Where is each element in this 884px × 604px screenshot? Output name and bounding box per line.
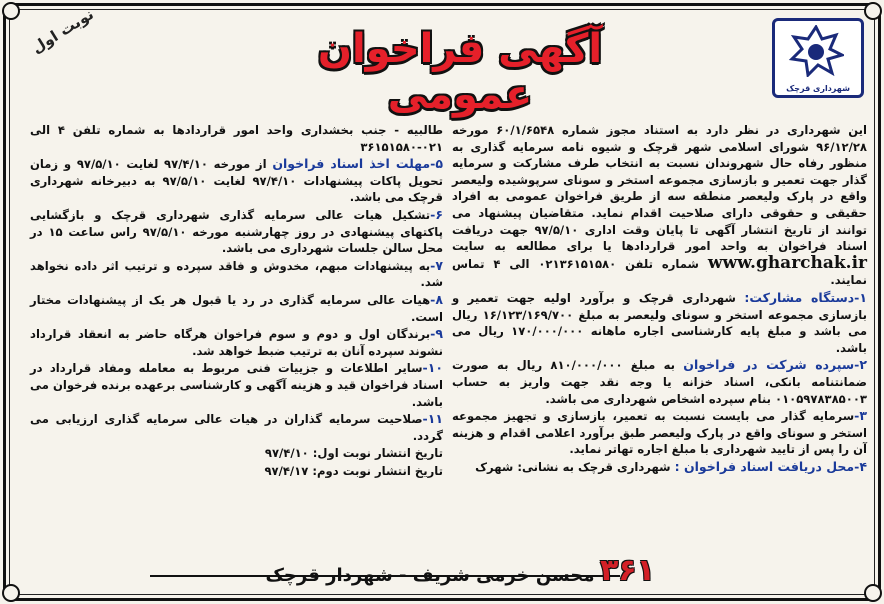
clause-6 [30, 207, 443, 257]
clause-body: شهرداری قرچک به نشانی: شهرک [475, 459, 671, 474]
clause-1 [452, 290, 867, 356]
clause-9 [30, 326, 443, 359]
logo-caption: شهرداری قرچک [786, 84, 850, 93]
clause-body: هیات عالی سرمایه گذاری در رد یا قبول هر یک از پیشنهادات مختار است. [30, 292, 443, 324]
clause-7 [30, 258, 443, 291]
clause-heading: ۹- [430, 326, 443, 342]
notice-number: ۳۶۱ [600, 553, 655, 588]
intro-tail: شماره تلفن ۰۲۱۳۶۱۵۱۵۸۰ الی ۴ تماس نمایند. [452, 256, 867, 288]
clause-body: به پیشنهادات مبهم، مخدوش و فاقد سپرده و ترتیب اثر داده نخواهد شد. [30, 258, 443, 290]
corner-ornament [864, 2, 882, 20]
clause-heading: ۲-سپرده شرکت در فراخوان [683, 357, 868, 373]
publish-date-first: تاریخ انتشار نوبت اول: ۹۷/۴/۱۰ [264, 446, 443, 461]
clause-2 [452, 357, 867, 407]
clause-heading: ۱-دستگاه مشارکت: [744, 289, 867, 305]
intro-paragraph [452, 122, 867, 289]
clause-body: شهرداری قرچک و برآورد اولیه جهت تعمیر و بازسازی مجموعه استخر و سونای ولیعصر به مبلغ ۱۶/۱۲۳/۱۶۹/۷۰۰ ریال می باشد و مبلغ پایه کارشناسی اجاره ماهانه ۱۷۰/۰۰۰/۰۰۰ ریال می باشد. [452, 290, 867, 355]
clause-body: تشکیل هیات عالی سرمایه گذاری شهرداری قرچک و بازگشایی پاکتهای پیشنهادی در روز چهارشنبه مورخه ۹۷/۵/۱۰ راس ساعت ۱۵ در محل سالن جلسات شهرداری می باشد. [30, 207, 443, 256]
address-continuation: طالبیه - جنب بخشداری واحد امور قراردادها به شماره تلفن ۴ الی ۰۲۱-۳۶۱۵۱۵۸۰ [30, 123, 443, 154]
website-link[interactable]: www.gharchak.ir [707, 252, 867, 273]
clause-8 [30, 292, 443, 325]
publication-round: نوبت اول [28, 5, 97, 57]
clause-body: به مبلغ ۸۱۰/۰۰۰/۰۰۰ ریال به صورت ضمانتنامه بانکی، اسناد خزانه یا وجه نقد جهت واریز به حساب ۰۱۰۵۹۷۸۳۸۵۰۰۳ بنام سپرده اشخاص شهرداری می باشد. [452, 358, 867, 406]
mayor-signature: محسن خرمی شریف - شهردار قرچک [265, 565, 595, 586]
clause-heading: ۳- [854, 408, 867, 424]
clause-heading: ۱۱- [422, 411, 443, 427]
clause-4 [452, 459, 867, 476]
left-column [30, 122, 443, 480]
clause-10 [30, 360, 443, 410]
corner-ornament [864, 584, 882, 602]
clause-body: صلاحیت سرمایه گذاران در هیات عالی سرمایه گذاری ارزیابی می گردد. [30, 412, 443, 443]
clause-3 [452, 408, 867, 458]
notice-title: آگهی فراخوان عمومی [317, 26, 603, 118]
clause-heading: ۵-مهلت اخذ اسناد فراخوان [272, 156, 443, 172]
clause-5 [30, 156, 443, 206]
clause-heading: ۴-محل دریافت اسناد فراخوان : [674, 458, 867, 474]
clause-11 [30, 411, 443, 444]
clause-heading: ۷- [430, 257, 443, 273]
clause-heading: ۱۰- [422, 360, 443, 376]
municipality-logo [772, 18, 864, 98]
clause-heading: ۸- [430, 291, 443, 307]
clause-body: سرمایه گذار می بایست نسبت به تعمیر، بازسازی و تجهیز مجموعه استخر و سونای واقع در پارک ولیعصر طبق برآورد اعلامی اقدام و هزینه آن را پس از تایید شهرداری با مبلغ اجاره تهاتر نماید. [452, 409, 867, 457]
clause-body: برندگان اول و دوم و سوم فراخوان هرگاه حاضر به انعقاد قرارداد نشوند سپرده آنان به ترتیب ضبط خواهد شد. [30, 327, 443, 358]
emblem-icon [788, 25, 844, 77]
corner-ornament [2, 584, 20, 602]
corner-ornament [2, 2, 20, 20]
clause-body: از مورخه ۹۷/۴/۱۰ لغایت ۹۷/۵/۱۰ و زمان تحویل پاکات پیشنهادات ۹۷/۴/۱۰ لغایت ۹۷/۵/۱۰ به دبیرخانه شهرداری قرچک می باشد. [30, 157, 443, 205]
clause-heading: ۶- [430, 206, 443, 222]
right-column [452, 122, 867, 476]
intro-text: این شهرداری در نظر دارد به استناد مجوز شماره ۶۰/۱/۶۵۴۸ مورخه ۹۶/۱۲/۲۸ شورای اسلامی شهر قرچک و شیوه نامه سرمایه گذاری به منظور رفاه حال شهروندان نسبت به انتخاب طرف مشارکت و سرمایه گذار جهت تعمیر و بازسازی مجموعه استخر و سونای سرپوشیده ولیعصر واقع در پارک ولیعصر منطقه سه از طریق فراخوان عمومی به افراد حقیقی و حقوقی دارای صلاحیت اقدام نماید. متقاضیان پیشنهاد می توانند از تاریخ انتشار آگهی تا پایان وقت اداری ۹۷/۵/۱۰ جهت دریافت اسناد فراخوان به واحد امور قراردادها یا برای مطالعه به سایت [452, 123, 867, 254]
clause-body: سایر اطلاعات و جزییات فنی مربوط به معامله ومفاد قرارداد در اسناد فراخوان قید و هزینه آگهی و کارشناسی برعهده برنده فرخوان می باشد. [30, 361, 443, 409]
publish-date-second: تاریخ انتشار نوبت دوم: ۹۷/۴/۱۷ [264, 463, 443, 478]
